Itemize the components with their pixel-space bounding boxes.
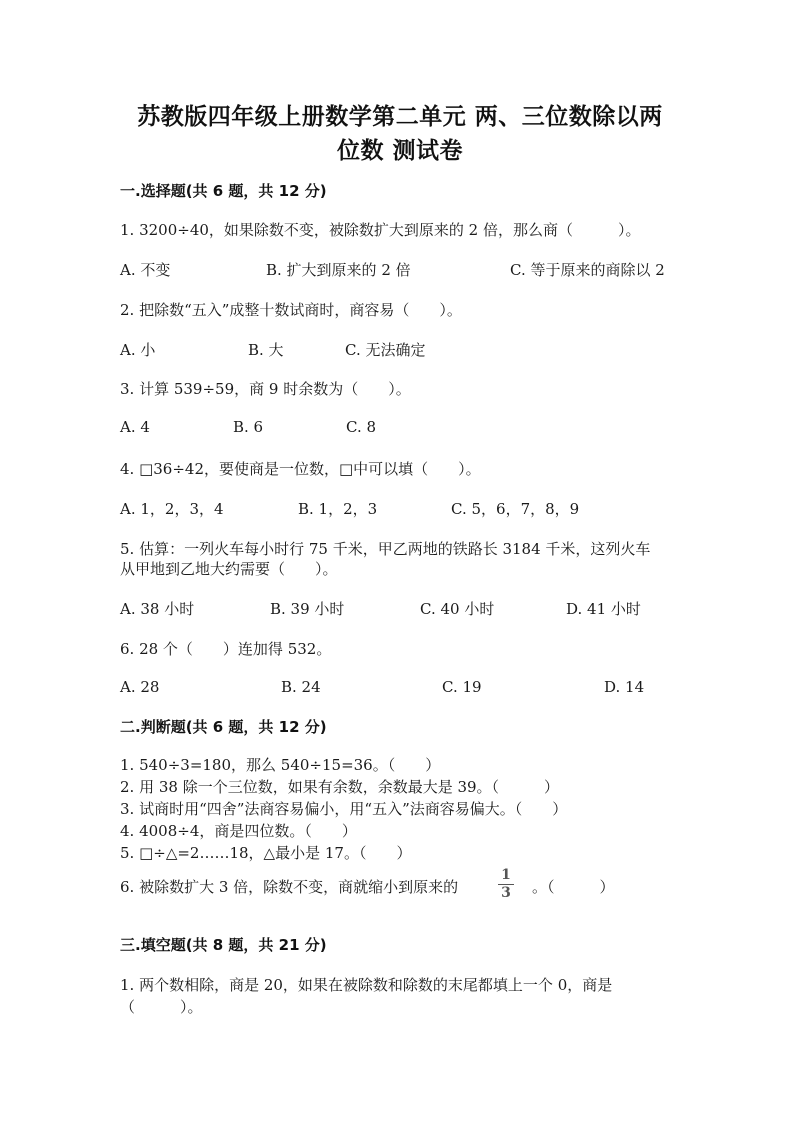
choice-question-1: 1. 3200÷40，如果除数不变，被除数扩大到原来的 2 倍，那么商（ ）。 [120,221,641,239]
choice-q4-option-c: C. 5，6，7，8，9 [451,500,580,518]
choice-question-6: 6. 28 个（ ）连加得 532。 [120,640,332,658]
choice-question-5-line2: 从甲地到乙地大约需要（ ）。 [120,560,338,578]
fraction-numerator: 1 [501,867,511,883]
choice-q3-option-c: C. 8 [346,418,377,436]
section-heading-judge: 二.判断题(共 6 题，共 12 分) [120,718,327,736]
section-heading-choice: 一.选择题(共 6 题，共 12 分) [120,182,327,200]
judge-item-3: 3. 试商时用“四舍”法商容易偏小，用“五入”法商容易偏大。（ ） [120,800,568,818]
page-title-line1: 苏教版四年级上册数学第二单元 两、三位数除以两 [137,104,663,130]
choice-q4-option-a: A. 1，2，3，4 [120,500,224,518]
fraction-denominator: 3 [501,885,511,901]
choice-q2-option-b: B. 大 [248,341,284,359]
choice-q2-option-a: A. 小 [120,341,156,359]
judge-item-1: 1. 540÷3=180，那么 540÷15=36。（ ） [120,756,441,774]
choice-question-3: 3. 计算 539÷59，商 9 时余数为（ ）。 [120,380,411,398]
section-heading-fill: 三.填空题(共 8 题，共 21 分) [120,936,327,954]
choice-q5-option-a: A. 38 小时 [120,600,195,618]
choice-q6-option-b: B. 24 [281,678,321,696]
fill-question-1-line1: 1. 两个数相除，商是 20，如果在被除数和除数的末尾都填上一个 0，商是 [120,976,613,994]
choice-q4-option-b: B. 1，2，3 [298,500,378,518]
choice-q1-option-a: A. 不变 [120,261,171,279]
judge-item-6: 6. 被除数扩大 3 倍，除数不变，商就缩小到原来的 [120,878,459,896]
choice-question-5-line1: 5. 估算：一列火车每小时行 75 千米，甲乙两地的铁路长 3184 千米，这列火车 [120,540,651,558]
fraction-one-third [496,868,516,901]
judge-item-2: 2. 用 38 除一个三位数，如果有余数，余数最大是 39。（ ） [120,778,560,796]
choice-q3-option-b: B. 6 [233,418,264,436]
fill-question-1-line2: （ ）。 [120,998,203,1016]
choice-q5-option-b: B. 39 小时 [270,600,345,618]
choice-q5-option-c: C. 40 小时 [420,600,495,618]
choice-q1-option-c: C. 等于原来的商除以 2 [510,261,665,279]
choice-q5-option-d: D. 41 小时 [566,600,641,618]
choice-q6-option-a: A. 28 [120,678,160,696]
choice-q6-option-c: C. 19 [442,678,482,696]
choice-q3-option-a: A. 4 [120,418,150,436]
choice-q2-option-c: C. 无法确定 [345,341,426,359]
choice-q6-option-d: D. 14 [604,678,645,696]
judge-item-4: 4. 4008÷4，商是四位数。（ ） [120,822,357,840]
choice-q1-option-b: B. 扩大到原来的 2 倍 [266,261,411,279]
judge-item-6-answer-blank: 。（ ） [532,878,615,896]
choice-question-2: 2. 把除数“五入”成整十数试商时，商容易（ ）。 [120,301,462,319]
page-title-line2: 位数 测试卷 [336,138,463,164]
judge-item-5: 5. □÷△=2……18，△最小是 17。（ ） [120,844,412,862]
choice-question-4: 4. □36÷42，要使商是一位数，□中可以填（ ）。 [120,460,481,478]
